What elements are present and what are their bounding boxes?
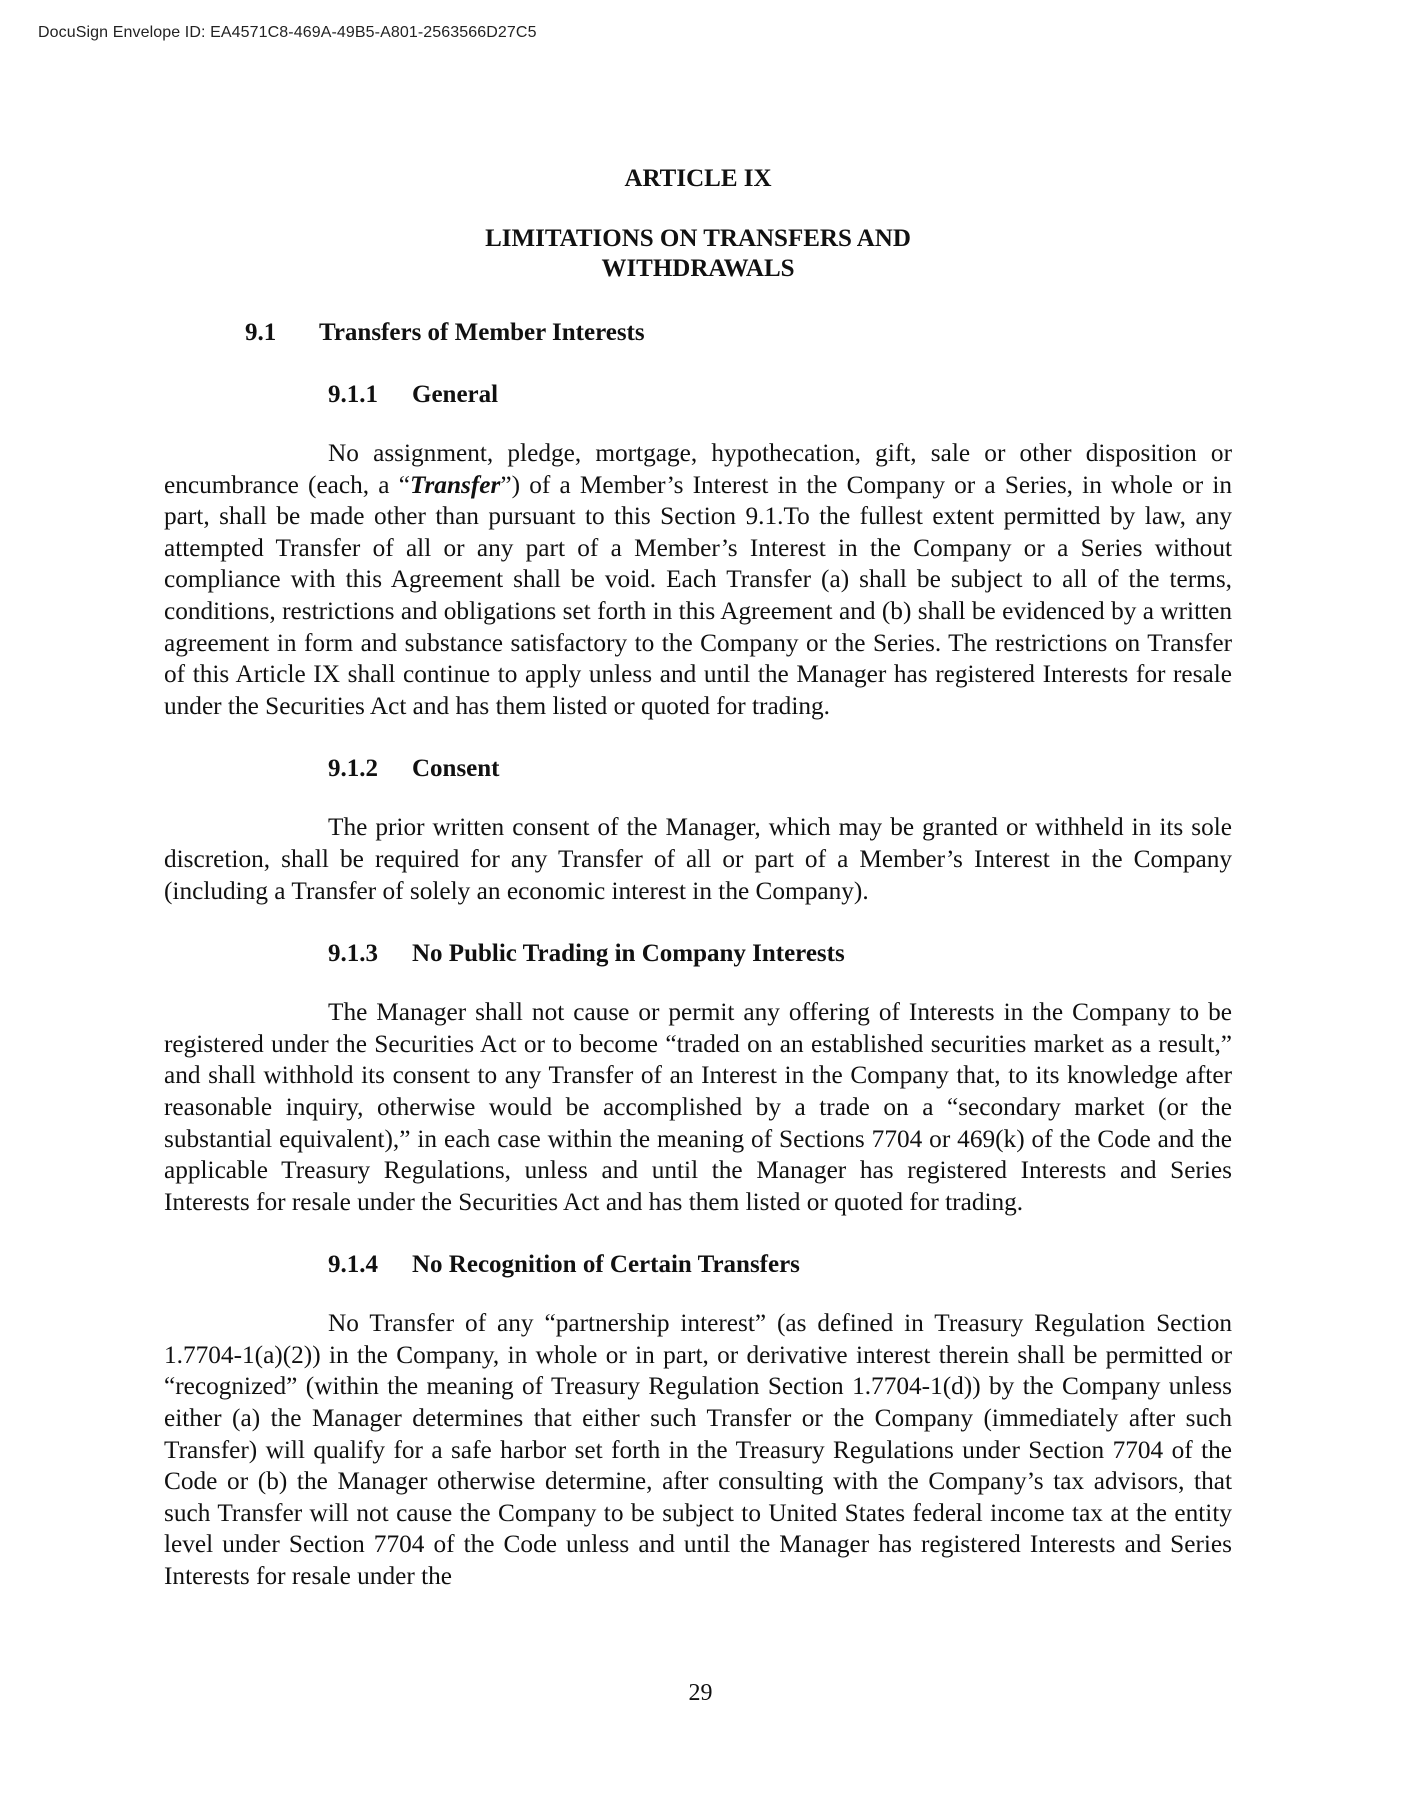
subsection-heading-consent [328,754,1232,784]
page-number: 29 [688,1680,713,1706]
body-text: No assignment, pledge, mortgage, hypothecation, gift, sale or other disposition or encumbrance (each, a “ [164,439,1232,499]
subsection-title: Consent [412,755,500,783]
section-title: Transfers of Member Interests [319,319,645,346]
article-title: ARTICLE IX [624,165,772,192]
subsection-body-consent: The prior written consent of the Manager, which may be granted or withheld in its sole discretion, shall be required for any Transfer of all or part of a Member’s Interest in the Company (including a Transfer of solely an economic interest in the Company). [164,813,1232,905]
subsection-heading-general [328,380,1232,410]
subsection-body-no-public-trading: The Manager shall not cause or permit any offering of Interests in the Company to be registered under the Securities Act or to become “traded on an established securities market as a result,” and shall withhold its consent to any Transfer of an Interest in the Company that, to its knowledge after reasonable inquiry, otherwise would be accomplished by a trade on a “secondary market (or the substantial equivalent),” in each case within the meaning of Sections 7704 or 469(k) of the Code and the applicable Treasury Regulations, unless and until the Manager has registered Interests and Series Interests for resale under the Securities Act and has them listed or quoted for trading. [164,998,1232,1216]
subsection-number: 9.1.3 [328,940,378,968]
subsection-number: 9.1.4 [328,1251,378,1279]
subsection-title: No Recognition of Certain Transfers [412,1251,800,1279]
article-subtitle-line2: WITHDRAWALS [601,255,795,282]
body-text: ”) of a Member’s Interest in the Company or a Series, in whole or in part, shall be made other than pursuant to this Section 9.1.To the fullest extent permitted by law, any attempted Transfer of all or any part of a Member’s Interest in the Company or a Series without compliance with this Agreement shall be void. Each Transfer (a) shall be subject to all of the terms, conditions, restrictions and obligations set forth in this Agreement and (b) shall be evidenced by a written agreement in form and substance satisfactory to the Company or the Series. The restrictions on Transfer of this Article IX shall continue to apply unless and until the Manager has registered Interests for resale under the Securities Act and has them listed or quoted for trading. [164,470,1232,720]
subsection-body-general [164,438,1232,722]
subsection-number: 9.1.2 [328,755,378,783]
defined-term: Transfer [409,470,501,499]
subsection-body-no-recognition: No Transfer of any “partnership interest” (as defined in Treasury Regulation Section 1.7704-1(a)(2)) in the Company, in whole or in part, or derivative interest therein shall be permitted or “recognized” (within the meaning of Treasury Regulation Section 1.7704-1(d)) by the Company unless either (a) the Manager determines that either such Transfer or the Company (immediately after such Transfer) will qualify for a safe harbor set forth in the Treasury Regulations under Section 7704 of the Code or (b) the Manager otherwise determine, after consulting with the Company’s tax advisors, that such Transfer will not cause the Company to be subject to United States federal income tax at the entity level under Section 7704 of the Code unless and until the Manager has registered Interests and Series Interests for resale under the [164,1309,1232,1591]
subsection-number: 9.1.1 [328,381,378,408]
subsection-title: No Public Trading in Company Interests [412,940,845,968]
article-subtitle [164,224,1232,284]
section-heading [245,318,1232,348]
document-page [164,160,1232,1593]
subsection-title: General [412,381,499,408]
section-number: 9.1 [245,319,277,346]
subsection-heading-no-public-trading [328,939,1232,969]
subsection-heading-no-recognition [328,1250,1232,1280]
envelope-id: DocuSign Envelope ID: EA4571C8-469A-49B5-A801-2563566D27C5 [38,24,537,41]
article-subtitle-line1: LIMITATIONS ON TRANSFERS AND [485,225,911,252]
